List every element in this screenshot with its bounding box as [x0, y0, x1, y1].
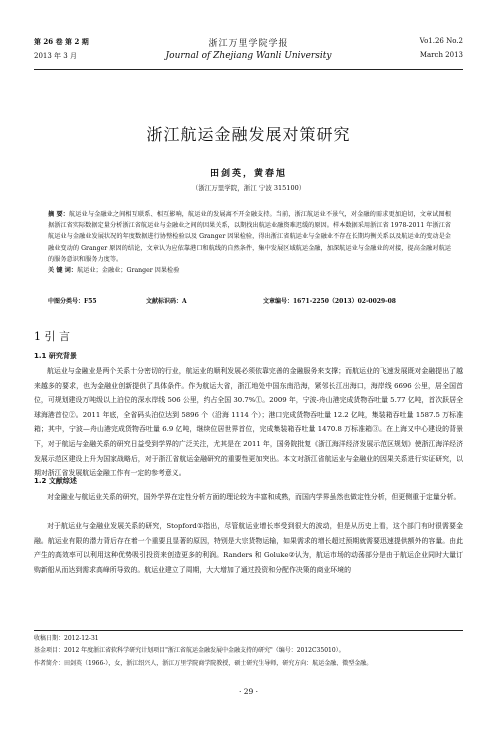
date-cn: 2013 年 3 月 [34, 52, 77, 60]
paper-authors: 田剑英，黄春旭 [209, 169, 287, 179]
journal-name-cn: 浙江万里学院学报 [208, 39, 289, 49]
abstract-label: 摘 要： [48, 211, 70, 218]
page-number: · 29 · [238, 687, 259, 696]
body-paragraph: 对于航运业与金融业发展关系的研究，Stopford①指出，尽管航运业增长率受到很大的波动，但是从历史上看，这个部门有时很需要金融。航运业有限的潜力背后存在着一个重要且显著的原因，特别是大宗货物运输，如果需求的增长超过预期就需要迅速提供额外的容量。由此产生的高效率可以利用这种优势吸引投资来创造更多的利润。Randers 和 Goluke②认为，航运市场的动荡部分是由于航运企业同时大量订购新船从而达到需求高峰所导致的。航运业建立了周期，大大增加了通过投资和分配作决策的商业环境的 [34, 522, 463, 574]
section-heading-intro: 1 引 言 [34, 330, 70, 343]
journal-name-en: Journal of Zhejiang Wanli University [165, 51, 332, 61]
keywords-text: 航运业；金融业；Granger 因果检验 [77, 267, 180, 275]
date-en: March 2013 [419, 51, 463, 59]
fund-note: 基金项目：2012 年度浙江省软科学研究计划项目"浙江省航运金融发展中金融支持的研究"（编号：2012C35010）。 [34, 647, 345, 655]
subsection-heading-literature: 1.2 文献综述 [34, 477, 77, 485]
footnotes [34, 630, 463, 670]
author-bio: 作者简介：田剑英（1966-），女，浙江绍兴人，浙江万里学院商学院教授，硕士研究生导师，研究方向：航运金融、微型金融。 [34, 659, 373, 667]
received-date: 收稿日期：2012-12-31 [34, 635, 99, 642]
body-paragraph: 对金融业与航运业关系的研究，国外学界在定性分析方面的理论较为丰富和成熟，而国内学界虽然也做定性分析，但更侧重于定量分析。 [47, 493, 461, 501]
document-code: 文献标识码：A [146, 298, 187, 305]
volume-issue-en: Vo1.26 No.2 [419, 37, 463, 45]
classification-meta [48, 296, 451, 306]
clc-number: 中图分类号：F55 [48, 298, 97, 305]
subsection-heading-background: 1.1 研究背景 [34, 352, 77, 360]
author-affiliation: （浙江万里学院，浙江 宁波 315100） [191, 184, 306, 192]
running-header [34, 35, 463, 70]
article-number: 文章编号：1671-2250（2013）02-0029-08 [263, 298, 396, 305]
paper-title: 浙江航运金融发展对策研究 [146, 125, 351, 144]
body-paragraph: 航运业与金融业是两个关系十分密切的行业，航运业的顺利发展必须依靠完善的金融服务来支撑；而航运业的飞速发展既对金融提出了越来越多的要求，也为金融业创新提供了具体条件。作为航运大省，浙江地处中国东南沿海，紧邻长江出海口，海岸线 6696 公里，居全国首位，可规划建设万吨级以上泊位的深水岸线 506 公里，约占全国 30.7%①。2009 年，宁波-舟山港完成货物吞吐量 5.77 亿吨，首次跃居全球海港首位②。2011 年底，全省码头泊位达到 5896 个（沿海 1114 个）；港口完成货物吞吐量 12.2 亿吨，集装箱吞吐量 1587.5 万标准箱；其中，宁波—舟山港完成货物吞吐量 6.9 亿吨，继续位居世界首位，完成集装箱吞吐量 1470.8 万标准箱③。在上海又中心建设的背景下，对于航运与金融关系的研究日益受到学界的广泛关注，尤其是在 2011 年，国务院批复《浙江海洋经济发展示范区规划》使浙江海洋经济发展示范区建设上升为国家战略后，对于浙江省航运金融研究的重要性更加突出。本文对浙江省航运业与金融业的因果关系进行实证研究，以期对浙江省发展航运金融工作有一定的参考意义。 [34, 367, 463, 478]
volume-issue-cn: 第 26 卷 第 2 期 [34, 37, 89, 46]
abstract-block [48, 209, 451, 276]
keywords-label: 关 键 词： [48, 267, 78, 275]
abstract-text: 航运业与金融业之间相互联系、相互影响，航运业的发展离不开金融支持。当前，浙江航运业不景气，对金融的需求更加迫切，文章试图根据浙江省实际数据定量分析浙江省航运业与金融业之间的因果关系，以期找出航运业融资难迟缓的原因。样本数据采用浙江省 1978-2011 年浙江省航运业与金融业发展状况的年度数据进行协整检验以及 Granger 因果检验，得出浙江省航运业与金融业不存在长期均衡关系以及航运业的变动是金融业变动的 Granger 原因的结论，文章认为应依靠港口和航线的自然条件，集中发展区域航运金融，加深航运业与金融业的对接，提高金融对航运的服务意识和服务力度等。 [48, 211, 452, 263]
